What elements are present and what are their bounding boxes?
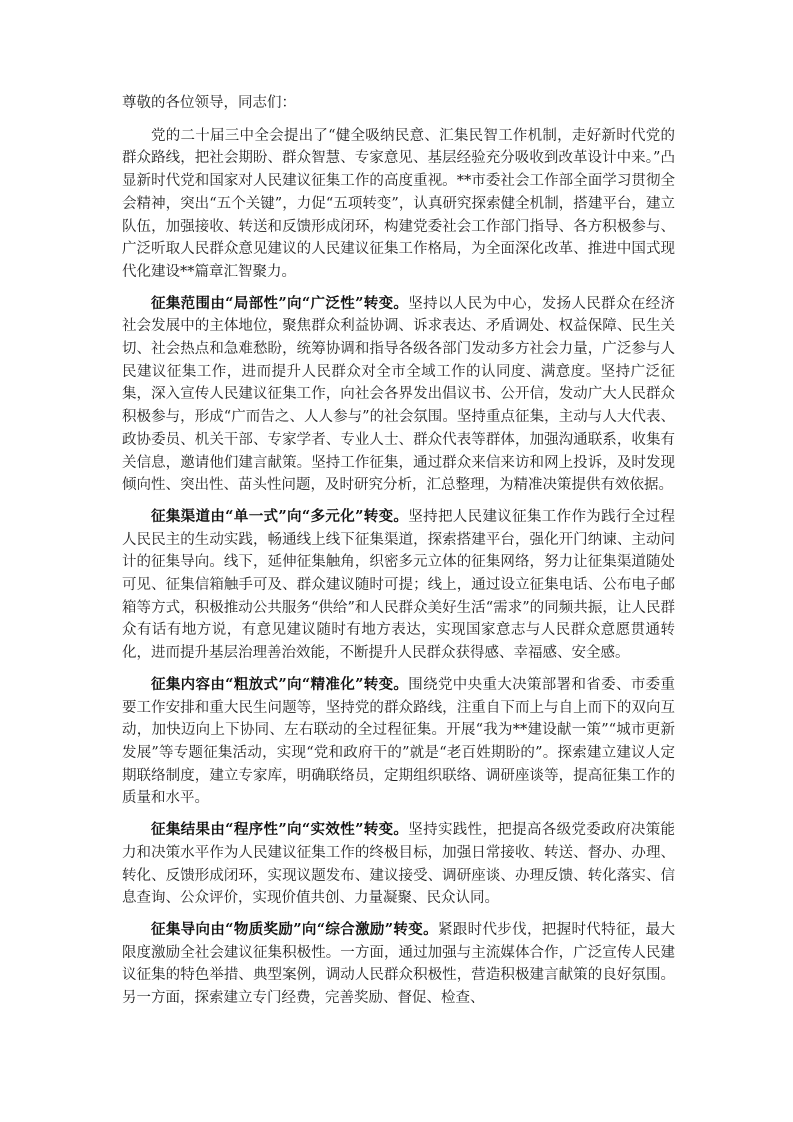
section-body: 坚持把人民建议征集工作作为践行全过程人民民主的生动实践，畅通线上线下征集渠道，探索搭建平台，强化开门纳谏、主动问计的征集导向。线下，延伸征集触角，织密多元立体的征集网络，努力让征集渠道随处可见、征集信箱触手可及、群众建议随时可提；线上，通过设立征集电话、公布电子邮箱等方式，积极推动公共服务“供给”和人民群众美好生活“需求”的同频共振，让人民群众有话有地方说，有意见建议随时有地方表达，实现国家意志与人民群众意愿贯通转化，进而提升基层治理善治效能，不断提升人民群众获得感、幸福感、安全感。 (122, 508, 675, 662)
section-heading: 征集结果由“程序性”向“实效性”转变。 (151, 821, 409, 839)
section-incentive-paragraph (122, 919, 675, 1010)
section-body: 围绕党中央重大决策部署和省委、市委重要工作安排和重大民生问题等，坚持党的群众路线，注重自下而上与自上而下的双向互动，加快迈向上下协同、左右联动的全过程征集。开展“我为**建设献一策”“城市更新发展”等专题征集活动，实现“党和政府干的”就是“老百姓期盼的”。探索建立建议人定期联络制度，建立专家库，明确联络员，定期组织联络、调研座谈等，提高征集工作的质量和水平。 (122, 676, 675, 807)
salutation: 尊敬的各位领导，同志们： (122, 95, 296, 111)
section-heading: 征集范围由“局部性”向“广泛性”转变。 (151, 294, 409, 312)
section-heading: 征集渠道由“单一式”向“多元化”转变。 (151, 507, 409, 525)
section-heading: 征集内容由“粗放式”向“精准化”转变。 (151, 675, 409, 693)
section-heading: 征集导向由“物质奖励”向“综合激励”转变。 (151, 920, 438, 938)
section-scope-paragraph (122, 293, 675, 497)
section-body: 坚持以人民为中心，发扬人民群众在经济社会发展中的主体地位，聚焦群众利益协调、诉求表达、矛盾调处、权益保障、民生关切、社会热点和急难愁盼，统筹协调和指导各级各部门发动多方社会力量，广泛参与人民建议征集工作，进而提升人民群众对全市全域工作的认同度、满意度。坚持广泛征集，深入宣传人民建议征集工作，向社会各界发出倡议书、公开信，发动广大人民群众积极参与，形成“广而告之、人人参与”的社会氛围。坚持重点征集，主动与人大代表、政协委员、机关干部、专家学者、专业人士、群众代表等群体，加强沟通联系，收集有关信息，邀请他们建言献策。坚持工作征集，通过群众来信来访和网上投诉，及时发现倾向性、突出性、苗头性问题，及时研究分析，汇总整理，为精准决策提供有效依据。 (122, 295, 675, 494)
section-channel-paragraph (122, 506, 675, 665)
document-page (122, 92, 675, 1019)
section-result-paragraph (122, 819, 675, 910)
section-content-paragraph (122, 674, 675, 810)
section-body: 坚持实践性，把提高各级党委政府决策能力和决策水平作为人民建议征集工作的终极目标，加强日常接收、转送、督办、办理、转化、反馈形成闭环，实现议题发布、建议接受、调研座谈、办理反馈、转化落实、信息查询、公众评价，实现价值共创、力量凝聚、民众认同。 (122, 822, 675, 907)
intro-paragraph: 党的二十届三中全会提出了“健全吸纳民意、汇集民智工作机制，走好新时代党的群众路线，把社会期盼、群众智慧、专家意见、基层经验充分吸收到改革设计中来。”凸显新时代党和国家对人民建议征集工作的高度重视。**市委社会工作部全面学习贯彻全会精神，突出“五个关键”，力促“五项转变”，认真研究探索健全机制，搭建平台，建立队伍，加强接收、转送和反馈形成闭环，构建党委社会工作部门指导、各方积极参与、广泛听取人民群众意见建议的人民建议征集工作格局，为全面深化改革、推进中国式现代化建设**篇章汇智聚力。 (122, 127, 675, 280)
section-body: 紧跟时代步伐，把握时代特征，最大限度激励全社会建议征集积极性。一方面，通过加强与主流媒体合作，广泛宣传人民建议征集的特色举措、典型案例，调动人民群众积极性，营造积极建言献策的良好氛围。另一方面，探索建立专门经费，完善奖励、督促、检查、 (122, 921, 675, 1007)
